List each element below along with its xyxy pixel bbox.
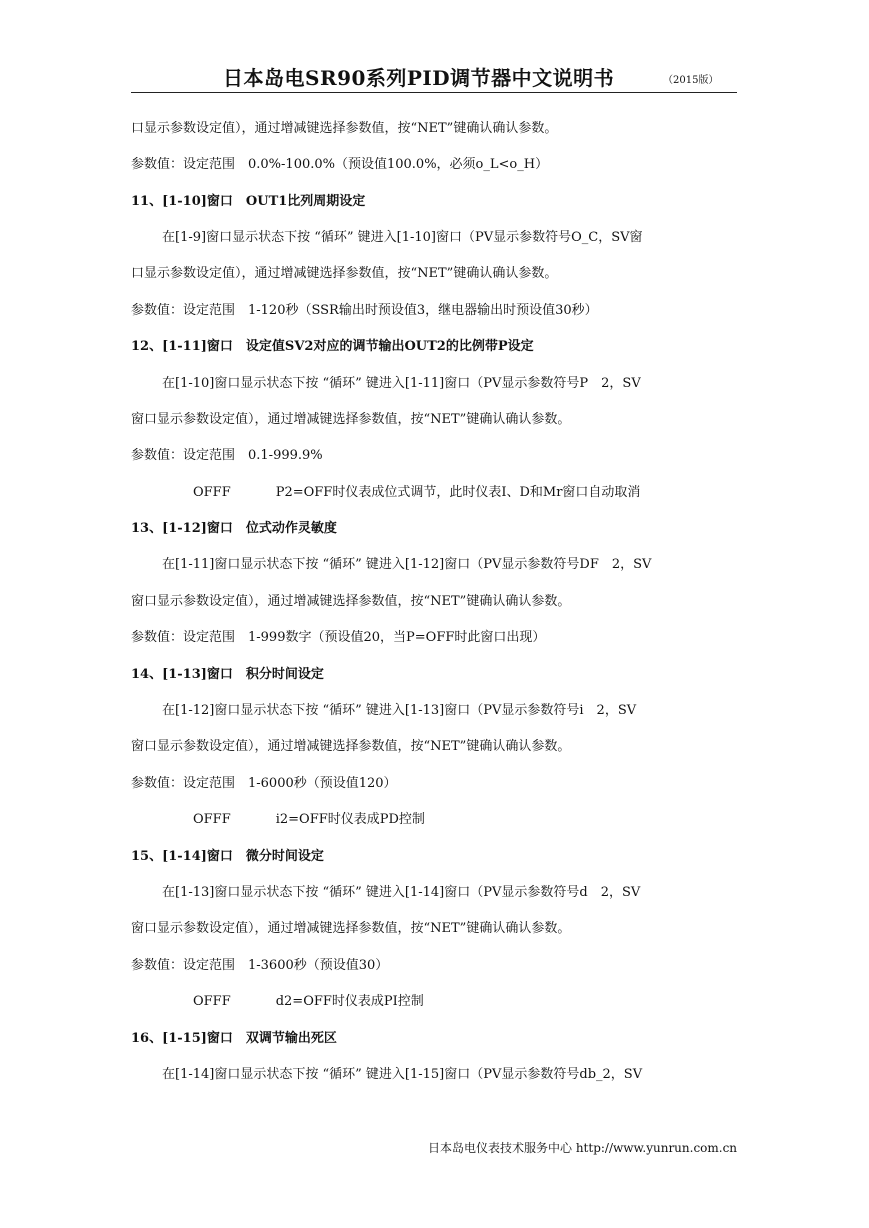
page-footer: 日本岛电仪表技术服务中心 http://www.yunrun.com.cn — [428, 1141, 738, 1155]
paragraph-line: 窗口显示参数设定值），通过增减键选择参数值，按“NET”键确认确认参数。 — [131, 412, 571, 427]
paragraph-line: 在[1-12]窗口显示状态下按 “循环” 键进入[1-13]窗口（PV显示参数符号i 2，SV — [162, 703, 637, 718]
parameter-line: 参数值：设定范围 0.0%-100.0%（预设值100.0%，必须o_L<o_H） — [131, 157, 549, 172]
parameter-line: 参数值：设定范围 1-3600秒（预设值30） — [131, 958, 389, 973]
paragraph-line: 在[1-13]窗口显示状态下按 “循环” 键进入[1-14]窗口（PV显示参数符号d 2，SV — [162, 885, 641, 900]
section-heading: 14、[1-13]窗口 积分时间设定 — [131, 667, 324, 682]
off-label: OFFF — [193, 485, 231, 500]
off-label: OFFF — [193, 994, 231, 1009]
paragraph-line: 口显示参数设定值），通过增减键选择参数值，按“NET”键确认确认参数。 — [131, 266, 558, 281]
note-line — [193, 812, 425, 828]
parameter-line: 参数值：设定范围 1-6000秒（预设值120） — [131, 776, 397, 791]
version-label: （2015版） — [663, 75, 719, 86]
section-heading: 11、[1-10]窗口 OUT1比列周期设定 — [131, 194, 366, 209]
header-divider — [131, 92, 737, 93]
note-line — [193, 485, 640, 501]
note-text: i2=OFF时仪表成PD控制 — [275, 812, 425, 827]
paragraph-line: 在[1-10]窗口显示状态下按 “循环” 键进入[1-11]窗口（PV显示参数符号P 2，SV — [162, 376, 641, 391]
section-heading: 13、[1-12]窗口 位式动作灵敏度 — [131, 521, 337, 536]
document-title: 日本岛电SR90系列PID调节器中文说明书 — [223, 66, 615, 90]
note-line — [193, 994, 424, 1010]
parameter-line: 参数值：设定范围 1-999数字（预设值20，当P=OFF时此窗口出现） — [131, 630, 546, 645]
paragraph-line: 窗口显示参数设定值），通过增减键选择参数值，按“NET”键确认确认参数。 — [131, 921, 571, 936]
paragraph-line: 在[1-11]窗口显示状态下按 “循环” 键进入[1-12]窗口（PV显示参数符号DF 2，SV — [162, 557, 652, 572]
note-text: P2=OFF时仪表成位式调节，此时仪表I、D和Mr窗口自动取消 — [275, 485, 641, 500]
parameter-line: 参数值：设定范围 1-120秒（SSR输出时预设值3，继电器输出时预设值30秒） — [131, 303, 598, 318]
paragraph-line: 在[1-14]窗口显示状态下按 “循环” 键进入[1-15]窗口（PV显示参数符号db_2，SV — [162, 1067, 643, 1082]
paragraph-line: 在[1-9]窗口显示状态下按 “循环” 键进入[1-10]窗口（PV显示参数符号O_C，SV窗 — [162, 230, 643, 245]
paragraph-line: 口显示参数设定值），通过增减键选择参数值，按“NET”键确认确认参数。 — [131, 121, 558, 136]
note-text: d2=OFF时仪表成PI控制 — [275, 994, 424, 1009]
section-heading: 16、[1-15]窗口 双调节输出死区 — [131, 1031, 337, 1046]
parameter-line: 参数值：设定范围 0.1-999.9% — [131, 448, 323, 463]
section-heading: 12、[1-11]窗口 设定值SV2对应的调节输出OUT2的比例带P设定 — [131, 339, 534, 354]
paragraph-line: 窗口显示参数设定值），通过增减键选择参数值，按“NET”键确认确认参数。 — [131, 739, 571, 754]
paragraph-line: 窗口显示参数设定值），通过增减键选择参数值，按“NET”键确认确认参数。 — [131, 594, 571, 609]
page-header — [131, 62, 737, 92]
section-heading: 15、[1-14]窗口 微分时间设定 — [131, 849, 324, 864]
off-label: OFFF — [193, 812, 231, 827]
